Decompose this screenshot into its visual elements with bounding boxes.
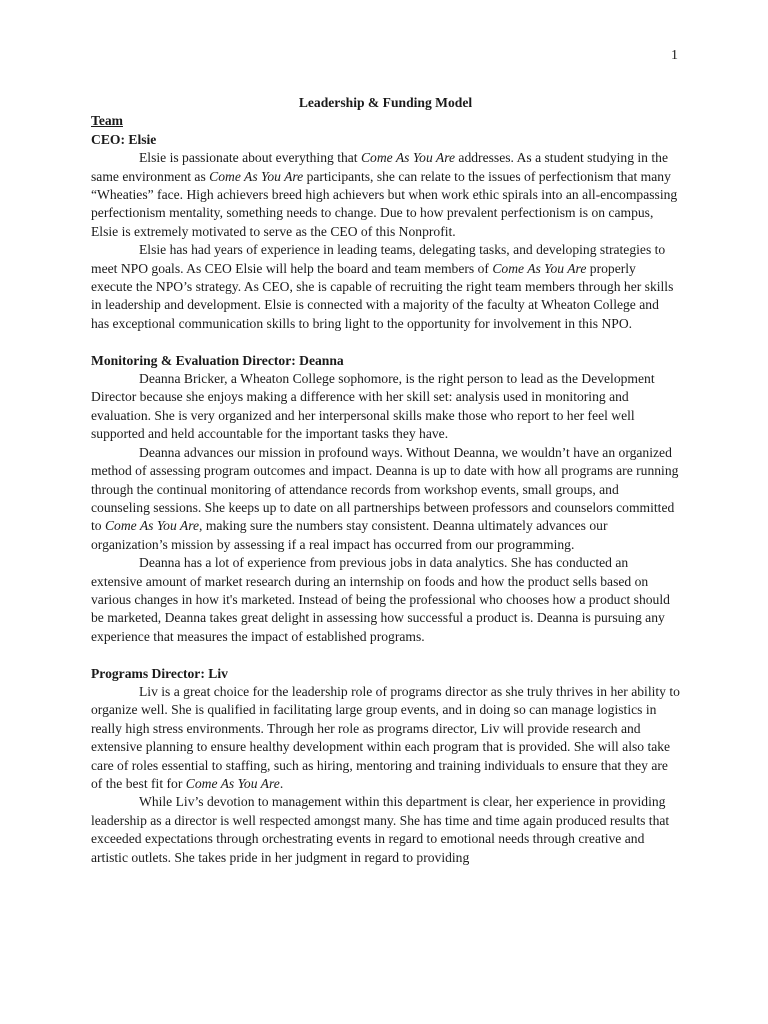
text-run: participants, she can relate to the issues of perfectionism that many “Wheaties” face. High achievers breed high achievers but when work ethic spirals into an all-encompassing perfectionism mentality, something needs to change. Due to how prevalent perfectionism is on campus, Elsie is extremely motivated to serve as the CEO of this Nonprofit. <box>91 168 678 239</box>
text-run: . <box>279 776 284 791</box>
section-heading: Monitoring & Evaluation Director: Deanna <box>91 352 344 368</box>
italic-text: Come As You Are <box>209 168 304 184</box>
text-run: addresses. As a student studying in the same environment as <box>91 150 668 184</box>
italic-text: Come As You Are <box>185 776 280 791</box>
italic-text: Come As You Are <box>360 150 456 166</box>
paragraph <box>91 444 680 554</box>
paragraph <box>91 370 680 444</box>
section-heading: CEO: Elsie <box>91 131 157 147</box>
text-run: Deanna Bricker, a Wheaton College sophomore, is the right person to lead as the Development Director because she enjoys making a difference with her skill set: analysis used in monitoring and evaluation. She is very organized and her interpersonal skills make those who report to her feel well supported and held accountable for the important tasks they have. <box>91 371 655 442</box>
paragraph <box>91 554 680 646</box>
text-run: Deanna advances our mission in profound ways. Without Deanna, we wouldn’t have an organized method of assessing program outcomes and impact. Deanna is up to date with how all programs are running through the continual monitoring of attendance records from workshop events, small groups, and counseling sessions. She keeps up to date on all partnerships between professors and counselors committed to <box>91 444 679 534</box>
document-body <box>91 94 680 867</box>
paragraph <box>91 241 680 333</box>
text-run: Deanna has a lot of experience from previous jobs in data analytics. She has conducted an extensive amount of market research during an internship on foods and how the product sells based on various changes in how it's marketed. Instead of being the professional who chooses how a product should be marketed, Deanna takes great delight in assessing how successful a product is. Deanna is pursuing any experience that measures the impact of established programs. <box>91 555 670 644</box>
section-heading: Programs Director: Liv <box>91 665 228 681</box>
text-run: Elsie has had years of experience in leading teams, delegating tasks, and developing strategies to meet NPO goals. As CEO Elsie will help the board and team members of <box>91 242 666 276</box>
page-number: 1 <box>671 48 678 63</box>
document-title: Leadership & Funding Model <box>298 95 473 110</box>
team-heading: Team <box>91 113 123 129</box>
italic-text: Come As You Are <box>104 518 200 534</box>
paragraph <box>91 793 680 867</box>
section-ceo <box>91 131 680 333</box>
paragraph <box>91 149 680 241</box>
italic-text: Come As You Are <box>492 260 587 276</box>
text-run: While Liv’s devotion to management within this department is clear, her experience in providing leadership as a director is well respected amongst many. She has time and time again produced results that exceeded expectations through orchestrating events in regard to emotional needs through creative and artistic outlets. She takes pride in her judgment in regard to providing <box>91 794 670 865</box>
section-monitoring-evaluation <box>91 352 680 647</box>
text-run: properly execute the NPO’s strategy. As CEO, she is capable of recruiting the right team members through her skills in leadership and development. Elsie is connected with a majority of the faculty at Wheaton College and has exceptional communication skills to bring light to the opportunity for involvement in this NPO. <box>91 260 674 331</box>
section-programs <box>91 665 680 867</box>
text-run: , making sure the numbers stay consistent. Deanna ultimately advances our organization’s mission by assessing if a real impact has occurred from our programming. <box>91 518 608 552</box>
text-run: Liv is a great choice for the leadership role of programs director as she truly thrives in her ability to organize well. She is qualified in facilitating large group events, and in doing so can manage logistics in really high stress environments. Through her role as programs director, Liv will provide research and extensive planning to ensure healthy development within each program that is provided. She will also take care of roles essential to staffing, such as hiring, mentoring and training individuals to ensure that they are of the best fit for <box>91 683 680 791</box>
text-run: Elsie is passionate about everything that <box>139 150 361 166</box>
paragraph <box>91 683 680 793</box>
